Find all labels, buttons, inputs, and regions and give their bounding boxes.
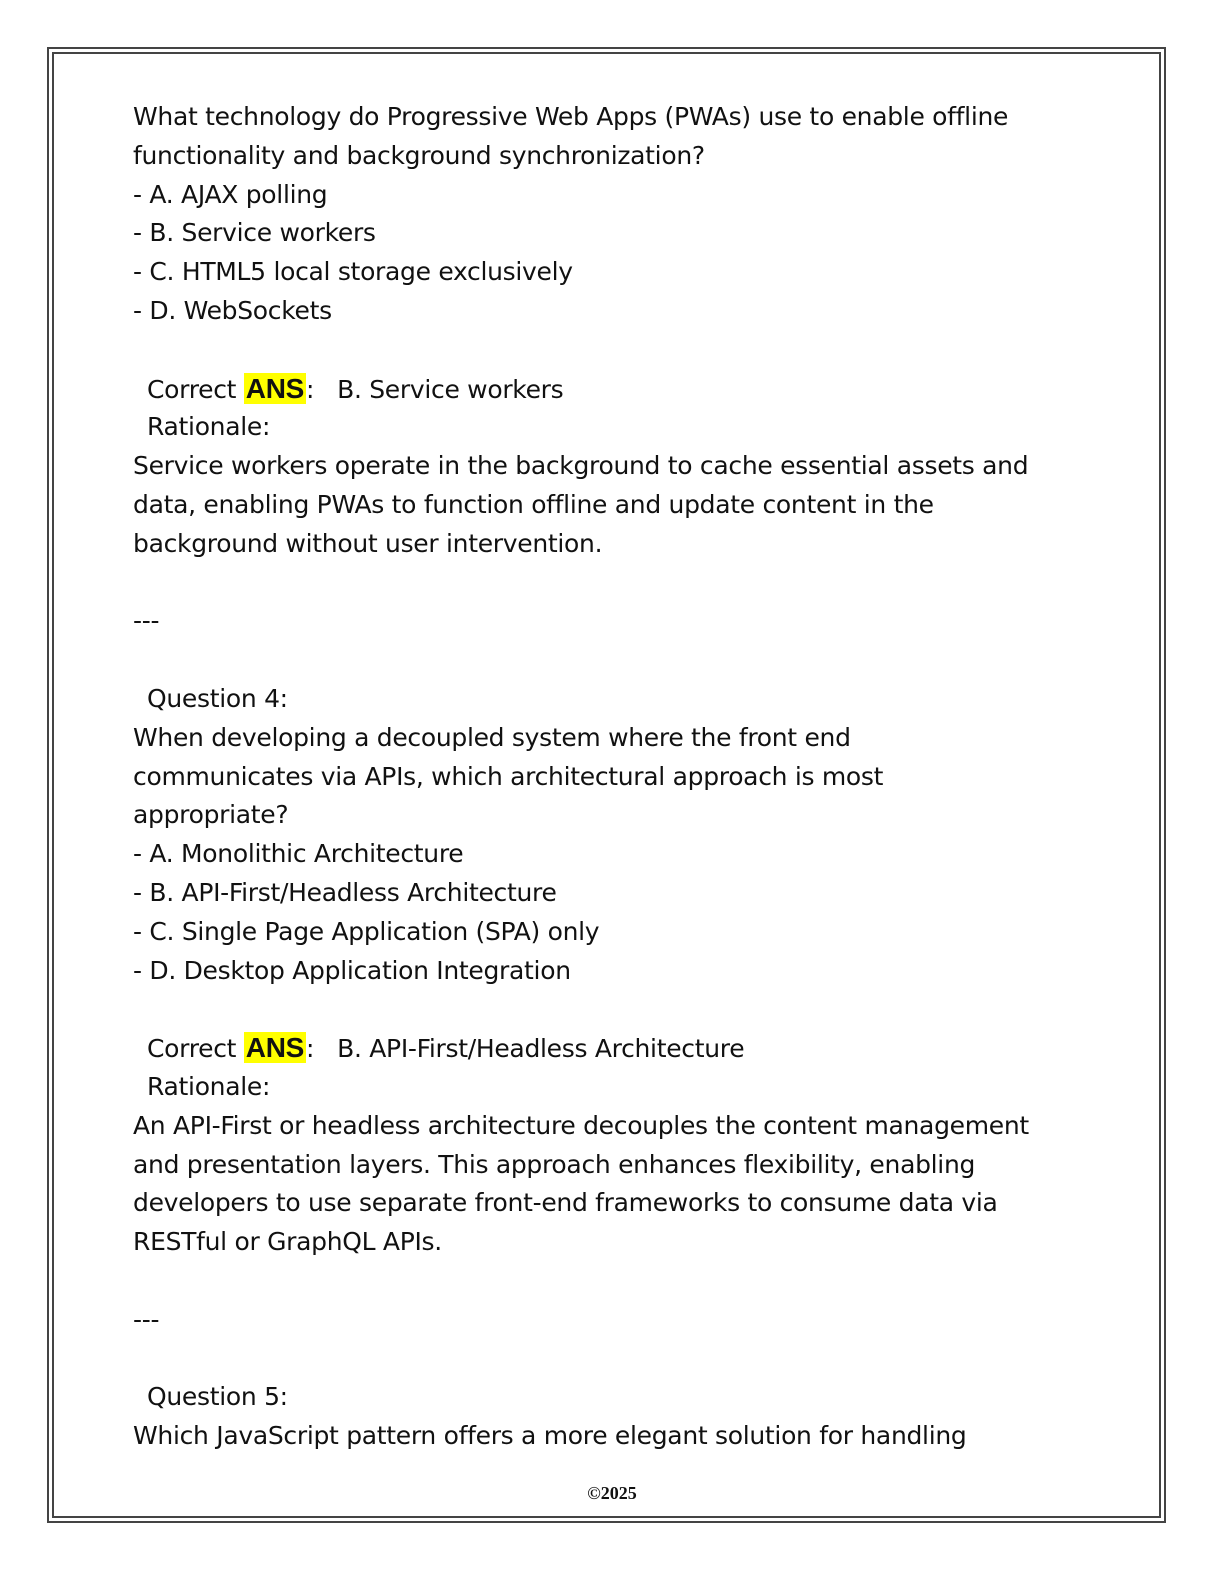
- q3-rationale-label: Rationale:: [147, 412, 271, 442]
- q3-rationale-line: Service workers operate in the background to cache essential assets and: [133, 451, 1029, 481]
- answer-text: B. Service workers: [337, 374, 564, 404]
- q3-option-a: - A. AJAX polling: [133, 179, 328, 209]
- q3-question-line: functionality and background synchronization?: [133, 140, 705, 170]
- answer-text: B. API-First/Headless Architecture: [337, 1034, 745, 1064]
- q3-correct-answer: [133, 370, 1093, 409]
- ans-highlight: ANS: [245, 1032, 305, 1064]
- q3-rationale-line: data, enabling PWAs to function offline and update content in the: [133, 489, 934, 519]
- section-separator: ---: [133, 1304, 160, 1334]
- q4-rationale-line: An API-First or headless architecture decouples the content management: [133, 1110, 1029, 1140]
- q3-rationale-line: background without user intervention.: [133, 528, 603, 558]
- blank-line: [133, 641, 1093, 680]
- q5-question-line: Which JavaScript pattern offers a more elegant solution for handling: [133, 1421, 967, 1451]
- correct-prefix: Correct: [147, 374, 244, 404]
- q4-question-line: communicates via APIs, which architectural approach is most: [133, 761, 884, 791]
- copyright-footer: ©2025: [587, 1483, 637, 1503]
- ans-highlight: ANS: [245, 372, 305, 404]
- q4-correct-answer: [133, 1029, 1093, 1068]
- q3-question-line: What technology do Progressive Web Apps (PWAs) use to enable offline: [133, 102, 1009, 131]
- q3-option-d: - D. WebSockets: [133, 295, 332, 325]
- section-separator: ---: [133, 606, 160, 636]
- q4-question-line: When developing a decoupled system where the front end: [133, 722, 851, 752]
- q4-question-line: appropriate?: [133, 800, 289, 830]
- q4-rationale-line: and presentation layers. This approach enhances flexibility, enabling: [133, 1149, 976, 1179]
- blank-line: [133, 1340, 1093, 1379]
- document-body: [133, 98, 1093, 1456]
- q4-option-d: - D. Desktop Application Integration: [133, 955, 571, 985]
- answer-separator: :: [306, 374, 338, 404]
- q4-rationale-line: developers to use separate front-end frameworks to consume data via: [133, 1188, 998, 1218]
- q5-heading: Question 5:: [147, 1382, 288, 1412]
- blank-line: [133, 1262, 1093, 1301]
- q4-option-b: - B. API-First/Headless Architecture: [133, 877, 557, 907]
- q4-option-a: - A. Monolithic Architecture: [133, 839, 464, 869]
- correct-prefix: Correct: [147, 1034, 244, 1064]
- q4-heading: Question 4:: [147, 683, 288, 713]
- q4-option-c: - C. Single Page Application (SPA) only: [133, 916, 600, 946]
- q3-option-c: - C. HTML5 local storage exclusively: [133, 257, 573, 287]
- q4-rationale-label: Rationale:: [147, 1071, 271, 1101]
- blank-line: [133, 331, 1093, 370]
- answer-separator: :: [306, 1034, 338, 1064]
- blank-line: [133, 990, 1093, 1029]
- q4-rationale-line: RESTful or GraphQL APIs.: [133, 1227, 442, 1257]
- blank-line: [133, 564, 1093, 603]
- q3-option-b: - B. Service workers: [133, 218, 376, 248]
